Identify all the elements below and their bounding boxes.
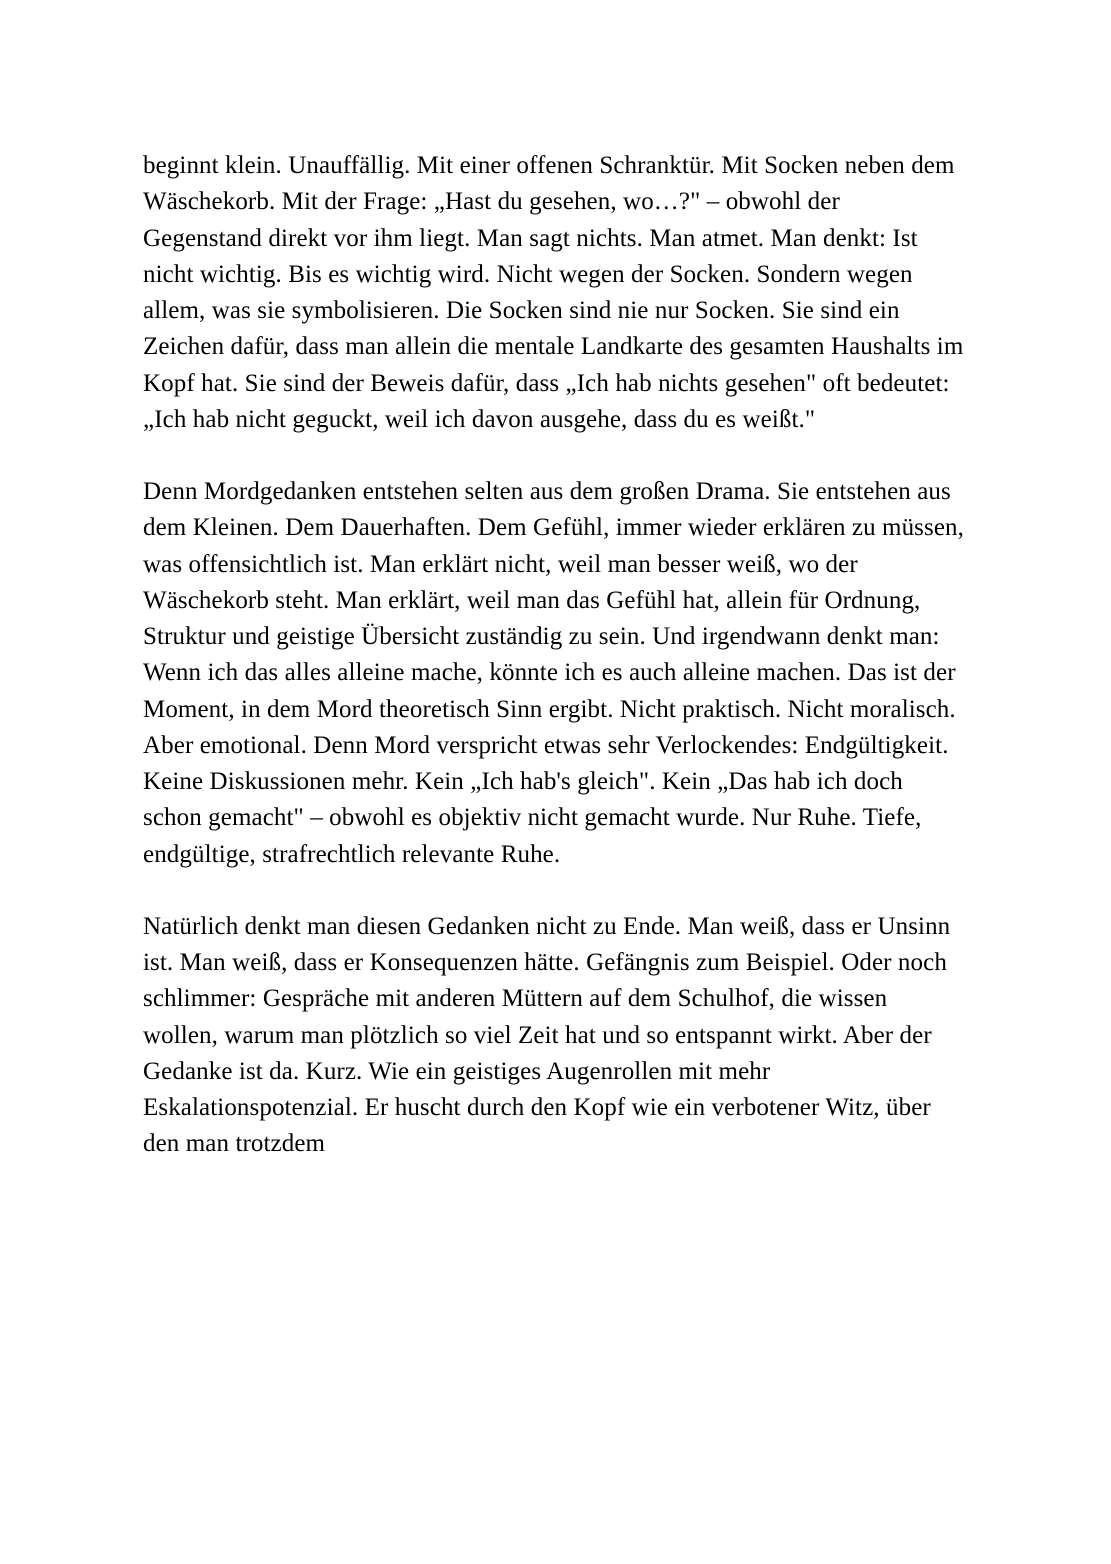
- paragraph-3: Natürlich denkt man diesen Gedanken nicht zu Ende. Man weiß, dass er Unsinn ist. Man weiß, dass er Konsequenzen hätte. Gefängnis zum Beispiel. Oder noch schlimmer: Gespräche mit anderen Müttern auf dem Schulhof, die wissen wollen, warum man plötzlich so viel Zeit hat und so entspannt wirkt. Aber der Gedanke ist da. Kurz. Wie ein geistiges Augenrollen mit mehr Eskalationspotenzial. Er huscht durch den Kopf wie ein verbotener Witz, über den man trotzdem: [143, 912, 951, 1158]
- paragraph-2: Denn Mordgedanken entstehen selten aus dem großen Drama. Sie entstehen aus dem Kleinen. Dem Dauerhaften. Dem Gefühl, immer wieder erklären zu müssen, was offensichtlich ist. Man erklärt nicht, weil man besser weiß, wo der Wäschekorb steht. Man erklärt, weil man das Gefühl hat, allein für Ordnung, Struktur und geistige Übersicht zuständig zu sein. Und irgendwann denkt man: Wenn ich das alles alleine mache, könnte ich es auch alleine machen. Das ist der Moment, in dem Mord theoretisch Sinn ergibt. Nicht praktisch. Nicht moralisch. Aber emotional. Denn Mord verspricht etwas sehr Verlockendes: Endgültigkeit. Keine Diskussionen mehr. Kein „Ich hab's gleich". Kein „Das hab ich doch schon gemacht" – obwohl es objektiv nicht gemacht wurde. Nur Ruhe. Tiefe, endgültige, strafrechtlich relevante Ruhe.: [143, 478, 964, 868]
- document-page: [143, 148, 965, 1199]
- paragraph-1: beginnt klein. Unauffällig. Mit einer offenen Schranktür. Mit Socken neben dem Wäschekorb. Mit der Frage: „Hast du gesehen, wo…?" – obwohl der Gegenstand direkt vor ihm liegt. Man sagt nichts. Man atmet. Man denkt: Ist nicht wichtig. Bis es wichtig wird. Nicht wegen der Socken. Sondern wegen allem, was sie symbolisieren. Die Socken sind nie nur Socken. Sie sind ein Zeichen dafür, dass man allein die mentale Landkarte des gesamten Haushalts im Kopf hat. Sie sind der Beweis dafür, dass „Ich hab nichts gesehen" oft bedeutet: „Ich hab nicht geguckt, weil ich davon ausgehe, dass du es weißt.": [143, 152, 964, 433]
